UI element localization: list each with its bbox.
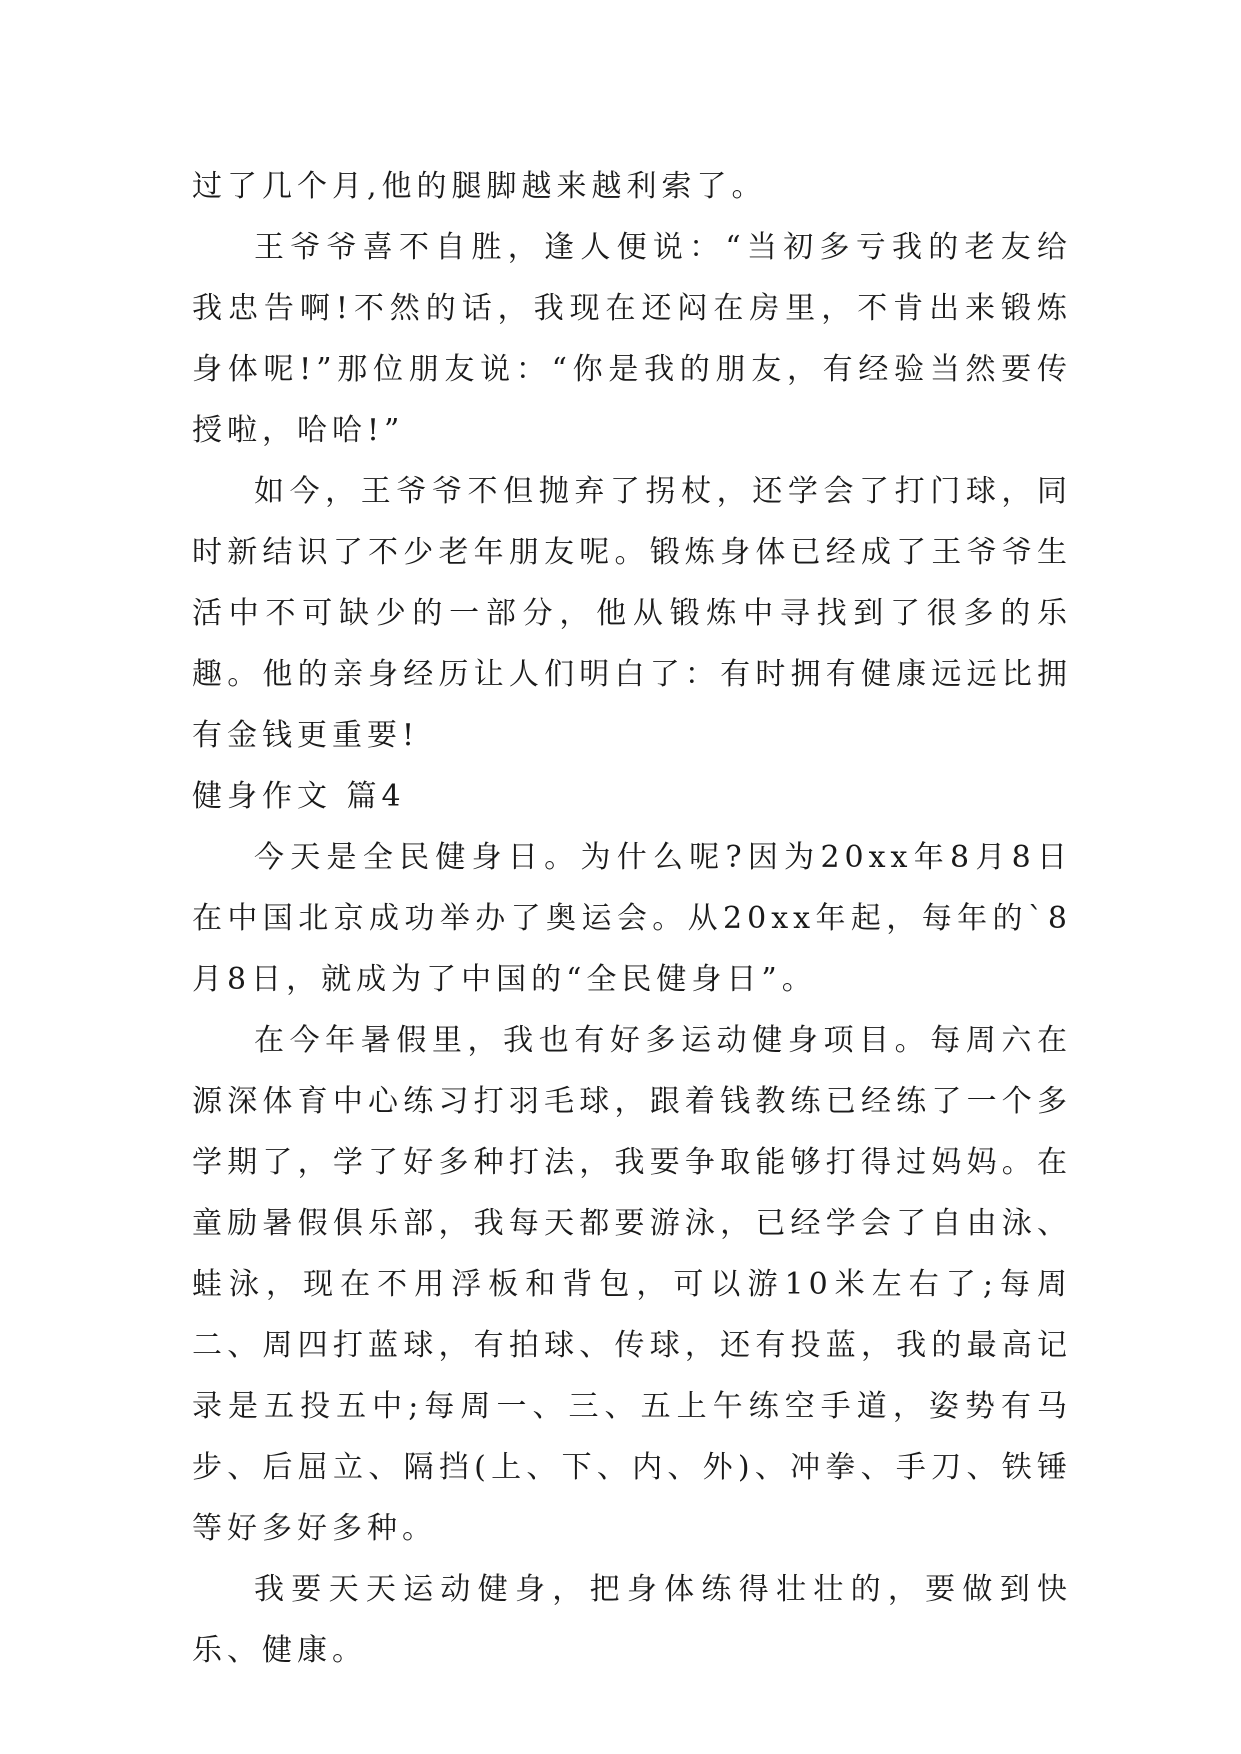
paragraph-3: 如今，王爷爷不但抛弃了拐杖，还学会了打门球，同时新结识了不少老年朋友呢。锻炼身体已经成了王爷爷生活中不可缺少的一部分，他从锻炼中寻找到了很多的乐趣。他的亲身经历让人们明白了：有时拥有健康远远比拥有金钱更重要! (192, 474, 1072, 753)
section-heading: 健身作文 篇4 (192, 779, 406, 814)
section-paragraph-3: 我要天天运动健身，把身体练得壮壮的，要做到快乐、健康。 (192, 1572, 1072, 1668)
paragraph-1: 过了几个月,他的腿脚越来越利索了。 (192, 169, 767, 204)
paragraph-2: 王爷爷喜不自胜，逢人便说：“当初多亏我的老友给我忠告啊!不然的话，我现在还闷在房里，不肯出来锻炼身体呢!”那位朋友说：“你是我的朋友，有经验当然要传授啦，哈哈!” (192, 230, 1072, 448)
section-paragraph-1: 今天是全民健身日。为什么呢?因为20xx年8月8日在中国北京成功举办了奥运会。从20xx年起，每年的`8月8日，就成为了中国的“全民健身日”。 (192, 840, 1072, 997)
document-body (192, 156, 1072, 1681)
section-paragraph-2: 在今年暑假里，我也有好多运动健身项目。每周六在源深体育中心练习打羽毛球，跟着钱教练已经练了一个多学期了，学了好多种打法，我要争取能够打得过妈妈。在童励暑假俱乐部，我每天都要游泳，已经学会了自由泳、蛙泳，现在不用浮板和背包，可以游10米左右了;每周二、周四打蓝球，有拍球、传球，还有投蓝，我的最高记录是五投五中;每周一、三、五上午练空手道，姿势有马步、后屈立、隔挡(上、下、内、外)、冲拳、手刀、铁锤等好多好多种。 (192, 1023, 1072, 1546)
